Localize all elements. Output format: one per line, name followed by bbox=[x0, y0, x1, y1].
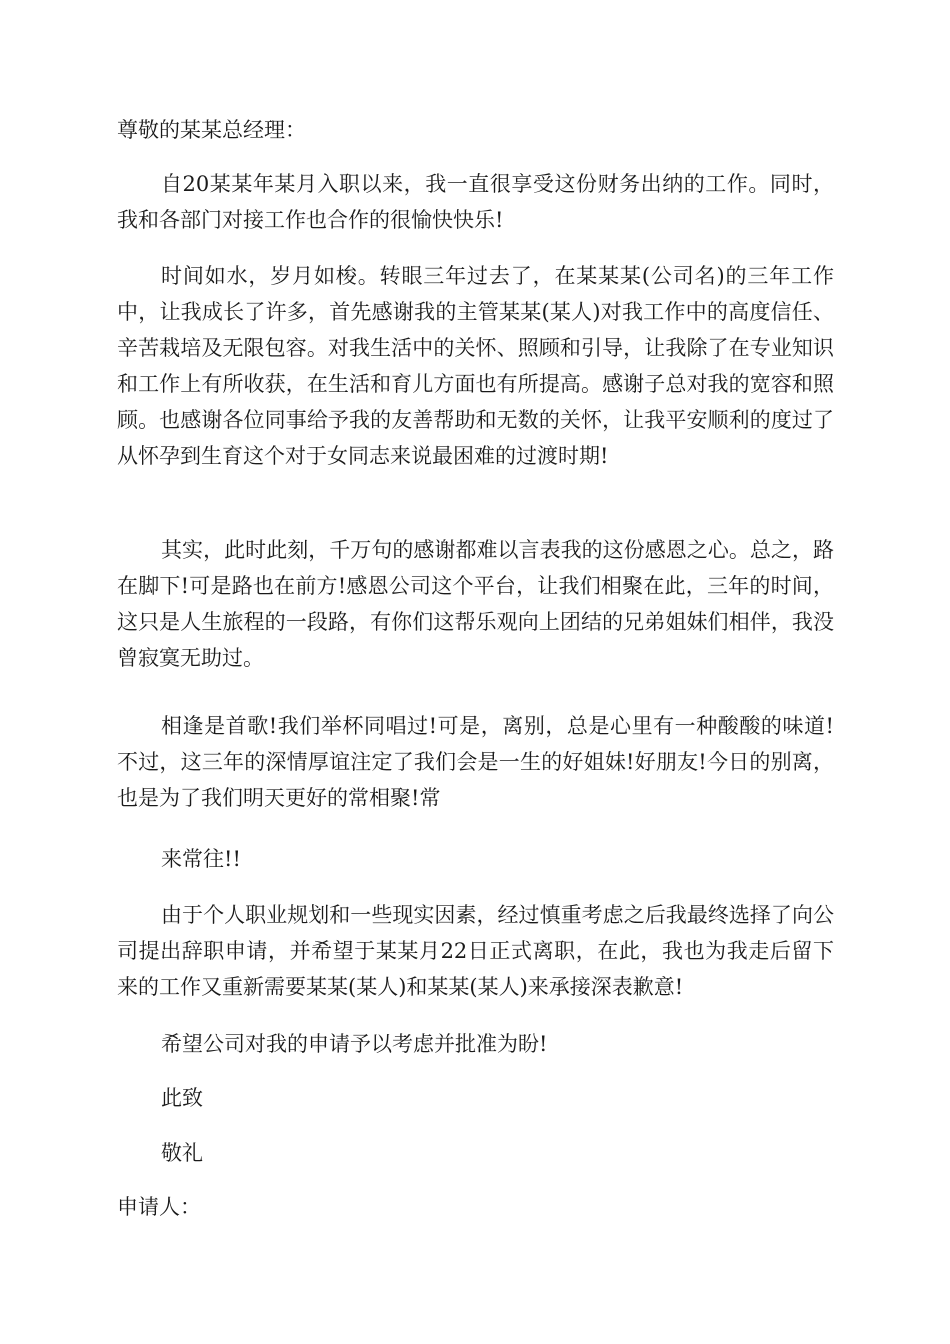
paragraph-2: 时间如水，岁月如梭。转眼三年过去了，在某某某(公司名)的三年工作中，让我成长了许多，首先感谢我的主管某某(某人)对我工作中的高度信任、辛苦栽培及无限包容。对我生活中的关怀、照顾和引导，让我除了在专业知识和工作上有所收获，在生活和育儿方面也有所提高。感谢子总对我的宽容和照顾。也感谢各位同事给予我的友善帮助和无数的关怀，让我平安顺利的度过了从怀孕到生育这个对于女同志来说最困难的过渡时期! bbox=[117, 264, 834, 468]
closing-jing-li: 敬礼 bbox=[161, 1141, 203, 1165]
paragraph-4: 相逢是首歌!我们举杯同唱过!可是，离别，总是心里有一种酸酸的味道!不过，这三年的深情厚谊注定了我们会是一生的好姐妹!好朋友!今日的别离，也是为了我们明天更好的常相聚!常 bbox=[117, 714, 834, 810]
closing-ci-zhi: 此致 bbox=[161, 1086, 203, 1110]
paragraph-1: 自20某某年某月入职以来，我一直很享受这份财务出纳的工作。同时，我和各部门对接工作也合作的很愉快快乐! bbox=[117, 172, 834, 232]
paragraph-5: 来常往!! bbox=[161, 847, 241, 871]
paragraph-6: 由于个人职业规划和一些现实因素，经过慎重考虑之后我最终选择了向公司提出辞职申请，并希望于某某月22日正式离职，在此，我也为我走后留下来的工作又重新需要某某(某人)和某某(某人)来承接深表歉意! bbox=[117, 903, 834, 999]
salutation: 尊敬的某某总经理： bbox=[117, 118, 306, 142]
applicant-label: 申请人： bbox=[117, 1195, 201, 1219]
paragraph-7: 希望公司对我的申请予以考虑并批准为盼! bbox=[161, 1032, 548, 1056]
paragraph-3: 其实，此时此刻，千万句的感谢都难以言表我的这份感恩之心。总之，路在脚下!可是路也在前方!感恩公司这个平台，让我们相聚在此，三年的时间，这只是人生旅程的一段路，有你们这帮乐观向上团结的兄弟姐妹们相伴，我没曾寂寞无助过。 bbox=[117, 538, 834, 670]
